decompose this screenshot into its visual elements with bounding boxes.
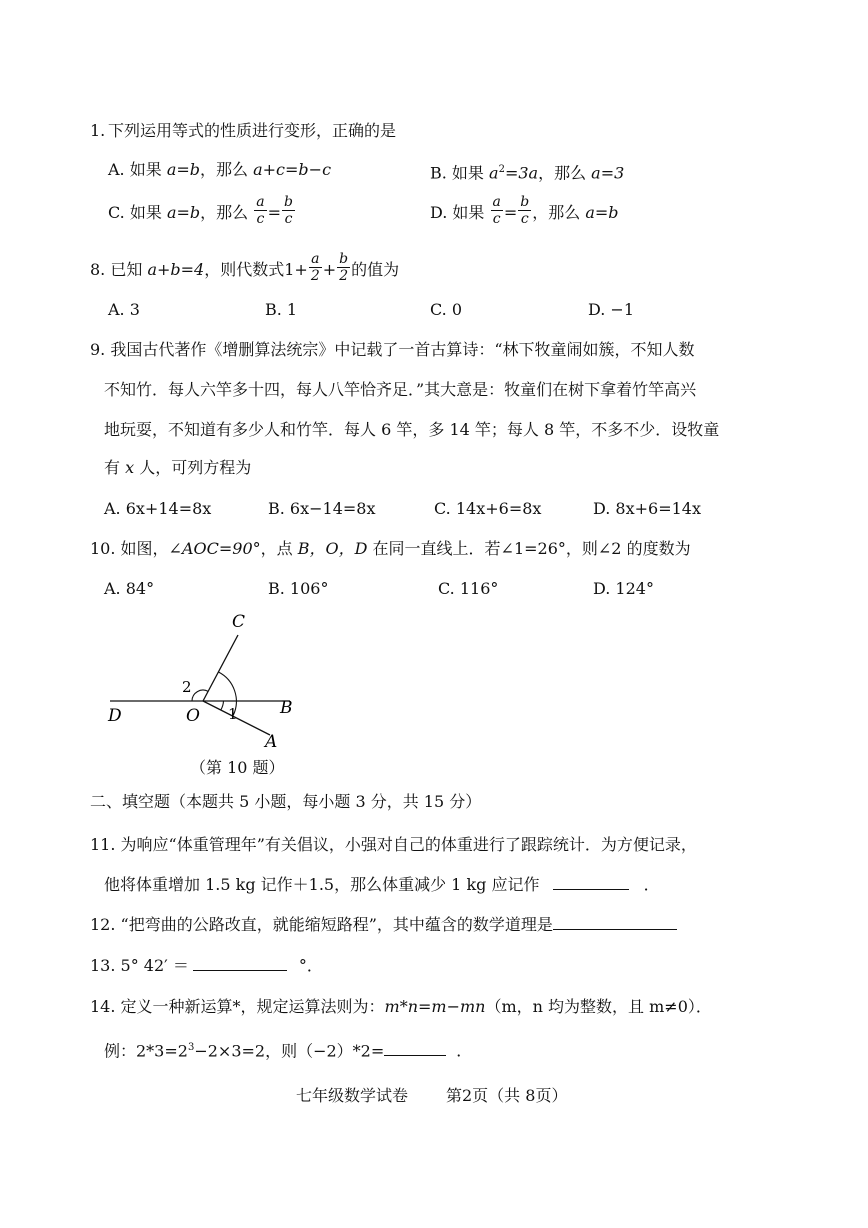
q10-option-d: D. 124° bbox=[593, 579, 654, 598]
q9-line-4: 有 x 人，可列方程为 bbox=[104, 458, 252, 477]
q9-option-c: C. 14x+6=8x bbox=[434, 499, 542, 518]
q8-option-c: C. 0 bbox=[430, 300, 463, 319]
label-c: C bbox=[232, 612, 246, 632]
label-d: D bbox=[108, 706, 122, 726]
q10-stem: 10. 如图，∠AOC=90°，点 B，O，D 在同一直线上．若∠1=26°，则∠2 的度数为 bbox=[90, 539, 691, 558]
q8-option-b: B. 1 bbox=[265, 300, 298, 319]
q9-line-2: 不知竹．每人六竿多十四，每人八竿恰齐足．”其大意是：牧童们在树下拿着竹竿高兴 bbox=[104, 380, 697, 399]
q12-line: 12. “把弯曲的公路改直，就能缩短路程”，其中蕴含的数学道理是 bbox=[90, 915, 677, 935]
label-a: A bbox=[265, 732, 278, 752]
label-b: B bbox=[280, 698, 293, 718]
q7-option-a: A. 如果 a=b，那么 a+c=b−c bbox=[108, 160, 332, 179]
q10-figure bbox=[100, 605, 300, 755]
q13-line: 13. 5° 42′ ＝ °． bbox=[90, 956, 323, 975]
q9-line-1: 9. 我国古代著作《增删算法统宗》中记载了一首古算诗：“林下牧童闹如簇，不知人数 bbox=[90, 340, 695, 359]
q7-option-c: C. 如果 a=b，那么 $\frac{a}{c}$ = $\frac{b}{c}$ bbox=[108, 194, 293, 227]
q8-option-d: D. −1 bbox=[588, 300, 635, 319]
label-angle-2: 2 bbox=[182, 678, 192, 696]
q14-line-1: 14. 定义一种新运算*，规定运算法则为：m*n=m−mn（m，n 均为整数，且 m≠0）． bbox=[90, 997, 712, 1016]
q9-line-3: 地玩耍，不知道有多少人和竹竿．每人 6 竿，多 14 竿；每人 8 竿，不多不少．设牧童 bbox=[104, 420, 720, 439]
angle-1-arc bbox=[221, 701, 224, 710]
q14-line-2: 例：$2*3=2^3-2\times 3=2$，则（−2）*2= ． bbox=[104, 1041, 473, 1061]
q11-line-1: 11. 为响应“体重管理年”有关倡议，小强对自己的体重进行了跟踪统计．为方便记录， bbox=[90, 835, 697, 854]
footer-page-number: 第2页（共 8页） bbox=[446, 1086, 568, 1105]
q9-option-b: B. 6x−14=8x bbox=[268, 499, 376, 518]
section-2-heading: 二、填空题（本题共 5 小题，每小题 3 分，共 15 分） bbox=[90, 792, 482, 811]
label-o: O bbox=[186, 706, 200, 726]
q12-answer-blank[interactable] bbox=[553, 915, 677, 930]
q7-option-b: B. 如果 $a^2=3a$，那么 a=3 bbox=[430, 163, 625, 183]
q13-answer-blank[interactable] bbox=[193, 956, 287, 971]
q9-option-d: D. 8x+6=14x bbox=[593, 499, 702, 518]
q11-answer-blank[interactable] bbox=[553, 875, 629, 890]
q7-option-d: D. 如果 $\frac{a}{c}$ = $\frac{b}{c}$ ，那么 a=b bbox=[430, 194, 619, 227]
q10-option-b: B. 106° bbox=[268, 579, 329, 598]
q8-option-a: A. 3 bbox=[108, 300, 140, 319]
q7-stem: 下列运用等式的性质进行变形，正确的是 bbox=[108, 121, 397, 140]
footer-exam-title: 七年级数学试卷 bbox=[296, 1086, 409, 1105]
q10-figure-caption: （第 10 题） bbox=[190, 758, 285, 777]
q10-option-a: A. 84° bbox=[104, 579, 155, 598]
q8-stem: 8. 已知 a+b=4，则代数式1+ $\frac{a}{2}$ + $\frac{b}{2}$ 的值为 bbox=[90, 251, 400, 284]
q14-answer-blank[interactable] bbox=[384, 1041, 446, 1056]
q11-line-2: 他将体重增加 1.5 kg 记作＋1.5，那么体重减少 1 kg 应记作 ． bbox=[104, 875, 660, 894]
q9-option-a: A. 6x+14=8x bbox=[104, 499, 212, 518]
q10-option-c: C. 116° bbox=[438, 579, 499, 598]
q7-number: 1. bbox=[90, 121, 106, 140]
label-angle-1: 1 bbox=[228, 705, 238, 723]
